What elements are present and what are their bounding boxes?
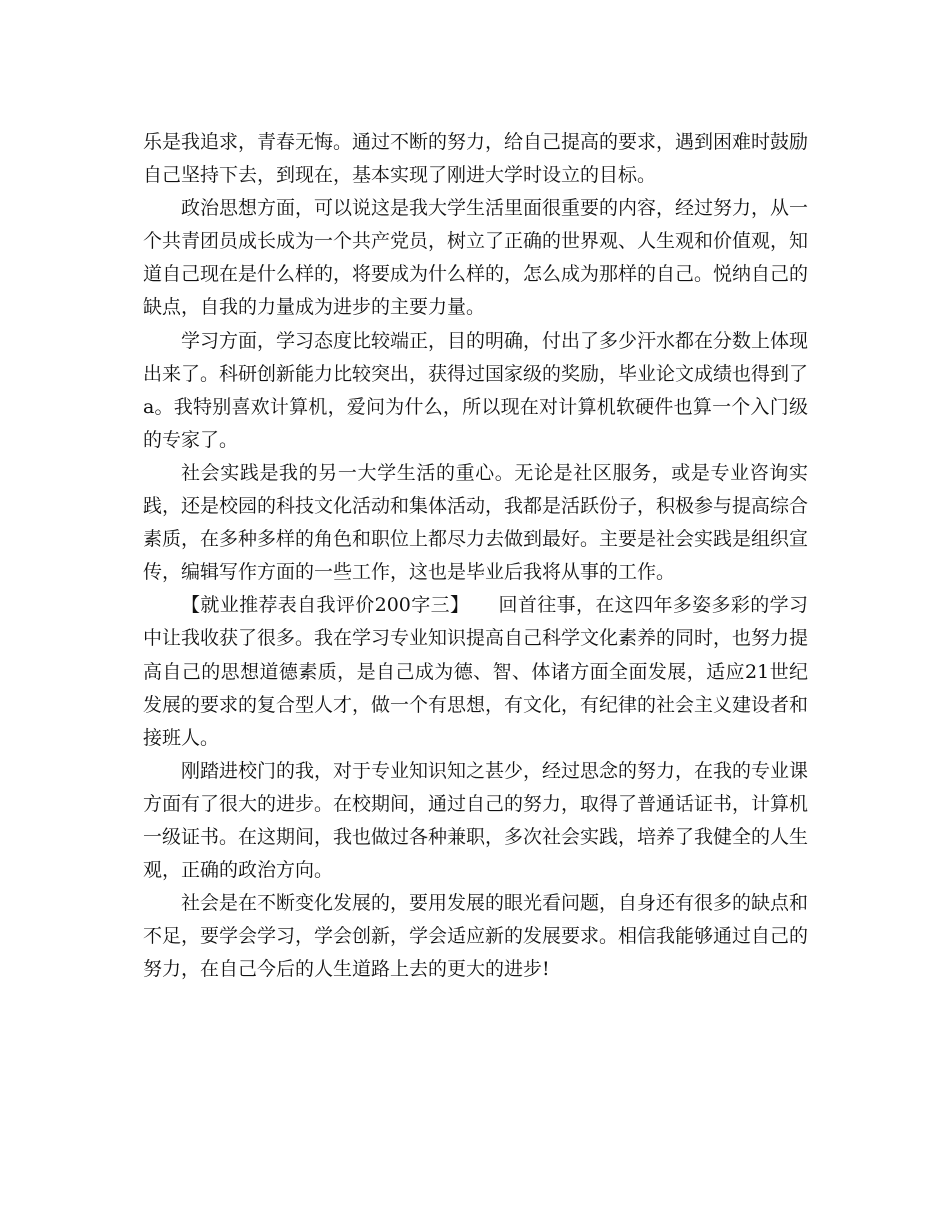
- section-heading: 【就业推荐表自我评价200字三】: [181, 594, 460, 617]
- paragraph-conclusion: 社会是在不断变化发展的，要用发展的眼光看问题，自身还有很多的缺点和不足，要学会学习，学会创新，学会适应新的发展要求。相信我能够通过自己的努力，在自己今后的人生道路上去的更大的进步!: [143, 892, 809, 981]
- paragraph-political-thought: 政治思想方面，可以说这是我大学生活里面很重要的内容，经过努力，从一个共青团员成长成为一个共产党员，树立了正确的世界观、人生观和价值观，知道自己现在是什么样的，将要成为什么样的，怎么成为那样的自己。悦纳自己的缺点，自我的力量成为进步的主要力量。: [143, 197, 809, 319]
- paragraph-social-practice: 社会实践是我的另一大学生活的重心。无论是社区服务，或是专业咨询实践，还是校园的科技文化活动和集体活动，我都是活跃份子，积极参与提高综合素质，在多种多样的角色和职位上都尽力去做到最好。主要是社会实践是组织宣传，编辑写作方面的一些工作，这也是毕业后我将从事的工作。: [143, 461, 809, 584]
- document-body: [143, 126, 808, 986]
- paragraph-continuation: 乐是我追求，青春无悔。通过不断的努力，给自己提高的要求，遇到困难时鼓励自己坚持下去，到现在，基本实现了刚进大学时设立的目标。: [143, 131, 809, 187]
- paragraph-study: 学习方面，学习态度比较端正，目的明确，付出了多少汗水都在分数上体现出来了。科研创新能力比较突出，获得过国家级的奖励，毕业论文成绩也得到了a。我特别喜欢计算机，爱问为什么，所以现在对计算机软硬件也算一个入门级的专家了。: [143, 329, 809, 451]
- paragraph-school-entry: 刚踏进校门的我，对于专业知识知之甚少，经过思念的努力，在我的专业课方面有了很大的进步。在校期间，通过自己的努力，取得了普通话证书，计算机一级证书。在这期间，我也做过各种兼职，多次社会实践，培养了我健全的人生观，正确的政治方向。: [143, 759, 809, 882]
- paragraph-text: 回首往事，在这四年多姿多彩的学习中让我收获了很多。我在学习专业知识提高自己科学文化素养的同时，也努力提高自己的思想道德素质，是自己成为德、智、体诸方面全面发展，适应21世纪发展的要求的复合型人才，做一个有思想，有文化，有纪律的社会主义建设者和接班人。: [143, 594, 809, 749]
- paragraph-self-evaluation-three: [143, 589, 808, 754]
